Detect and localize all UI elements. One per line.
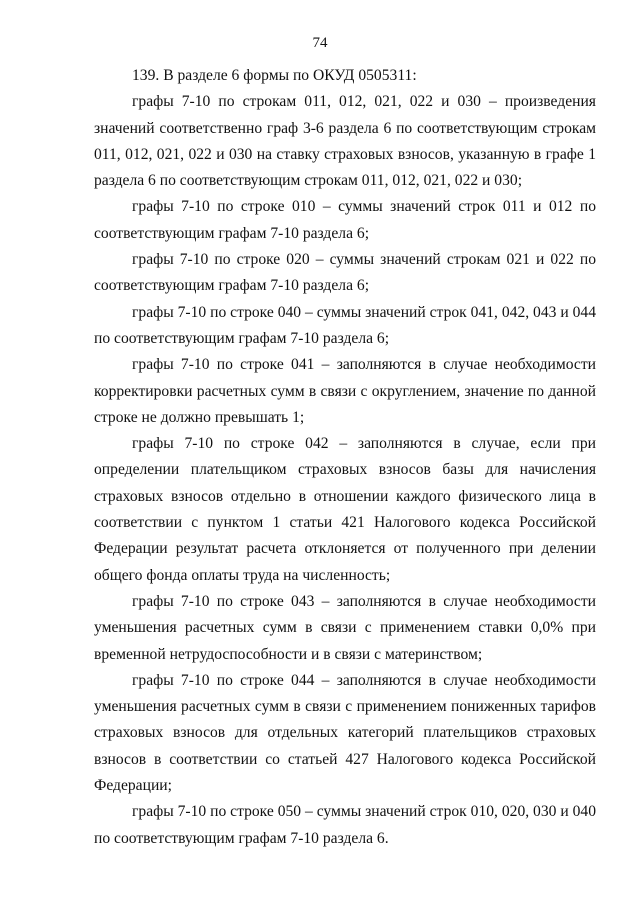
document-body bbox=[94, 63, 596, 852]
page-number: 74 bbox=[312, 35, 328, 51]
paragraph-row-042: графы 7-10 по строке 042 – заполняются в случае, если при определении плательщиком страховых взносов базы для начисления страховых взносов отдельно в отношении каждого физического лица в соответствии с пунктом 1 статьи 421 Налогового кодекса Российской Федерации результат расчета отклоняется от полученного при делении общего фонда оплаты труда на численность; bbox=[94, 435, 596, 584]
paragraph-row-010: графы 7-10 по строке 010 – суммы значений строк 011 и 012 по соответствующим графам 7-10 раздела 6; bbox=[94, 198, 596, 242]
paragraph-rows-011-030: графы 7-10 по строкам 011, 012, 021, 022 и 030 – произведения значений соответственно граф 3-6 раздела 6 по соответствующим строкам 011, 012, 021, 022 и 030 на ставку страховых взносов, указанную в графе 1 раздела 6 по соответствующим строкам 011, 012, 021, 022 и 030; bbox=[94, 93, 596, 190]
paragraph-item-139-heading: 139. В разделе 6 формы по ОКУД 0505311: bbox=[132, 67, 417, 84]
paragraph-row-044: графы 7-10 по строке 044 – заполняются в случае необходимости уменьшения расчетных сумм в связи с применением пониженных тарифов страховых взносов для отдельных категорий плательщиков страховых взносов в соответствии со статьей 427 Налогового кодекса Российской Федерации; bbox=[94, 671, 596, 795]
paragraph-row-050: графы 7-10 по строке 050 – суммы значений строк 010, 020, 030 и 040 по соответствующим графам 7-10 раздела 6. bbox=[94, 803, 596, 847]
paragraph-row-040: графы 7-10 по строке 040 – суммы значений строк 041, 042, 043 и 044 по соответствующим графам 7-10 раздела 6; bbox=[94, 303, 596, 347]
paragraph-row-041: графы 7-10 по строке 041 – заполняются в случае необходимости корректировки расчетных сумм в связи с округлением, значение по данной строке не должно превышать 1; bbox=[94, 356, 596, 426]
paragraph-row-020: графы 7-10 по строке 020 – суммы значений строкам 021 и 022 по соответствующим графам 7-10 раздела 6; bbox=[94, 251, 596, 295]
paragraph-row-043: графы 7-10 по строке 043 – заполняются в случае необходимости уменьшения расчетных сумм в связи с применением ставки 0,0% при временной нетрудоспособности и в связи с материнством; bbox=[94, 592, 596, 663]
